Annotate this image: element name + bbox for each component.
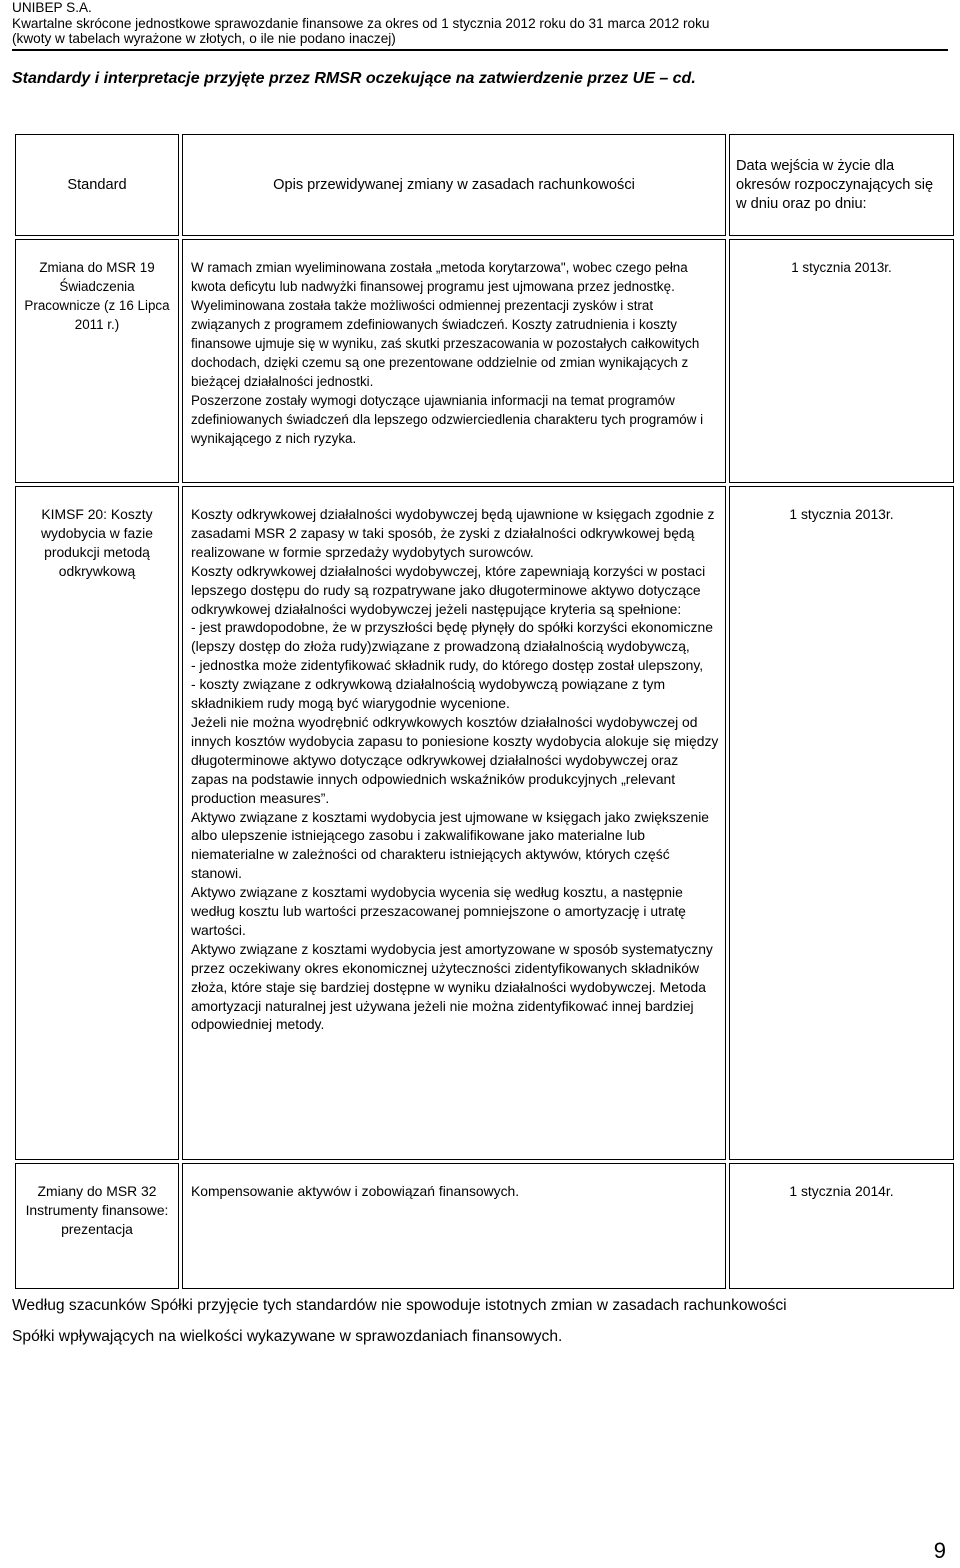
- table-row: [15, 1163, 954, 1289]
- table-header-row: [15, 134, 954, 236]
- row-standard: Zmiany do MSR 32 Instrumenty finansowe: prezentacja: [15, 1163, 179, 1289]
- header-description: Opis przewidywanej zmiany w zasadach rachunkowości: [182, 134, 726, 236]
- standards-table: [12, 131, 957, 1292]
- description-paragraph: - jest prawdopodobne, że w przyszłości będę płynęły do spółki korzyści ekonomiczne (lepszy dostęp do złoża rudy)związane z prowadzoną działalnością wydobywczą,: [191, 619, 713, 655]
- page-number: 9: [933, 1538, 946, 1563]
- row-effective-date: 1 stycznia 2013r.: [729, 486, 954, 1160]
- description-paragraph: Jeżeli nie można wyodrębnić odkrywkowych kosztów działalności wydobywczej od innych kosztów wydobycia zapasu to poniesione koszty wydobycia alokuje się między długoterminowe aktywo dotyczące odkrywkowej działalności wydobywczej oraz zapas na podstawie innych odpowiednich wskaźników produkcyjnych „relevant production measures”.: [191, 713, 719, 806]
- row-description: [182, 239, 726, 483]
- header-divider: [12, 49, 948, 51]
- description-paragraph: Poszerzone zostały wymogi dotyczące ujawniania informacji na temat programów zdefiniowanych świadczeń dla lepszego odzwierciedlenia charakteru tych programów i wynikającego z nich ryzyka.: [191, 393, 704, 446]
- section-title: Standardy i interpretacje przyjęte przez RMSR oczekujące na zatwierdzenie przez UE – cd.: [12, 70, 696, 87]
- header-standard: Standard: [15, 134, 179, 236]
- currency-note: (kwoty w tabelach wyrażone w złotych, o ile nie podano inaczej): [12, 31, 396, 46]
- page-header: [12, 0, 948, 47]
- description-paragraph: Aktywo związane z kosztami wydobycia wycenia się według kosztu, a następnie według kosztu lub wartości przeszacowanej pomniejszone o amortyzację i utratę wartości.: [191, 884, 686, 938]
- row-effective-date: 1 stycznia 2013r.: [729, 239, 954, 483]
- description-paragraph: Kompensowanie aktywów i zobowiązań finansowych.: [191, 1183, 520, 1199]
- row-description: [182, 486, 726, 1160]
- description-paragraph: Koszty odkrywkowej działalności wydobywczej będą ujawnione w księgach zgodnie z zasadami MSR 2 zapasy w taki sposób, że zyski z działalności odkrywkowej będą realizowane w formie sprzedaży wydobytych surowców.: [191, 506, 715, 560]
- row-description: [182, 1163, 726, 1289]
- description-paragraph: Aktywo związane z kosztami wydobycia jest amortyzowane w sposób systematyczny przez oczekiwany okres ekonomicznej użyteczności zidentyfikowanych składników złoża, które staje się bardziej dostępne w wyniku działalności wydobywczej. Metoda amortyzacji naturalnej jest używana jeżeli nie można zidentyfikować innej bardziej odpowiedniej metody.: [191, 940, 713, 1033]
- row-effective-date: 1 stycznia 2014r.: [729, 1163, 954, 1289]
- table-row: [15, 486, 954, 1160]
- report-title: Kwartalne skrócone jednostkowe sprawozdanie finansowe za okres od 1 stycznia 2012 roku do 31 marca 2012 roku: [12, 15, 710, 31]
- header-effective-date: Data wejścia w życie dla okresów rozpoczynających się w dniu oraz po dniu:: [729, 134, 954, 236]
- description-paragraph: - koszty związane z odkrywkową działalnością wydobywczą powiązane z tym składnikiem rudy mogą być wiarygodnie wycenione.: [191, 676, 666, 712]
- row-standard: Zmiana do MSR 19 Świadczenia Pracownicze (z 16 Lipca 2011 r.): [15, 239, 179, 483]
- description-paragraph: W ramach zmian wyeliminowana została „metoda korytarzowa", wobec czego pełna kwota deficytu lub nadwyżki finansowej programu jest ujmowana przez jednostkę. Wyeliminowana została także możliwości odmiennej prezentacji zysków i strat związanych z programem zdefiniowanych świadczeń. Koszty zatrudnienia i koszty finansowe ujmuje się w wyniku, zaś skutki przeszacowania w pozostałych całkowitych dochodach, dzięki czemu są one prezentowane oddzielnie od zmian wynikających z bieżącej działalności jednostki.: [191, 260, 700, 389]
- footer-line: Według szacunków Spółki przyjęcie tych standardów nie spowoduje istotnych zmian w zasadach rachunkowości: [12, 1297, 787, 1314]
- footer-line: Spółki wpływających na wielkości wykazywane w sprawozdaniach finansowych.: [12, 1328, 563, 1345]
- footer-note: [12, 1290, 952, 1352]
- table-row: [15, 239, 954, 483]
- row-standard: KIMSF 20: Koszty wydobycia w fazie produkcji metodą odkrywkową: [15, 486, 179, 1160]
- description-paragraph: - jednostka może zidentyfikować składnik rudy, do którego dostęp został ulepszony,: [191, 657, 704, 674]
- description-paragraph: Aktywo związane z kosztami wydobycia jest ujmowane w księgach jako zwiększenie albo ulepszenie istniejącego zasobu i zakwalifikowane jako materialne lub niematerialne w zależności od charakteru istniejących aktywów, których część stanowi.: [191, 808, 710, 882]
- description-paragraph: Koszty odkrywkowej działalności wydobywczej, które zapewniają korzyści w postaci lepszego dostępu do rudy są rozpatrywane jako długoterminowe aktywo dotyczące odkrywkowej działalności wydobywczej jeżeli następujące kryteria są spełnione:: [191, 562, 706, 617]
- company-name: UNIBEP S.A.: [12, 0, 92, 15]
